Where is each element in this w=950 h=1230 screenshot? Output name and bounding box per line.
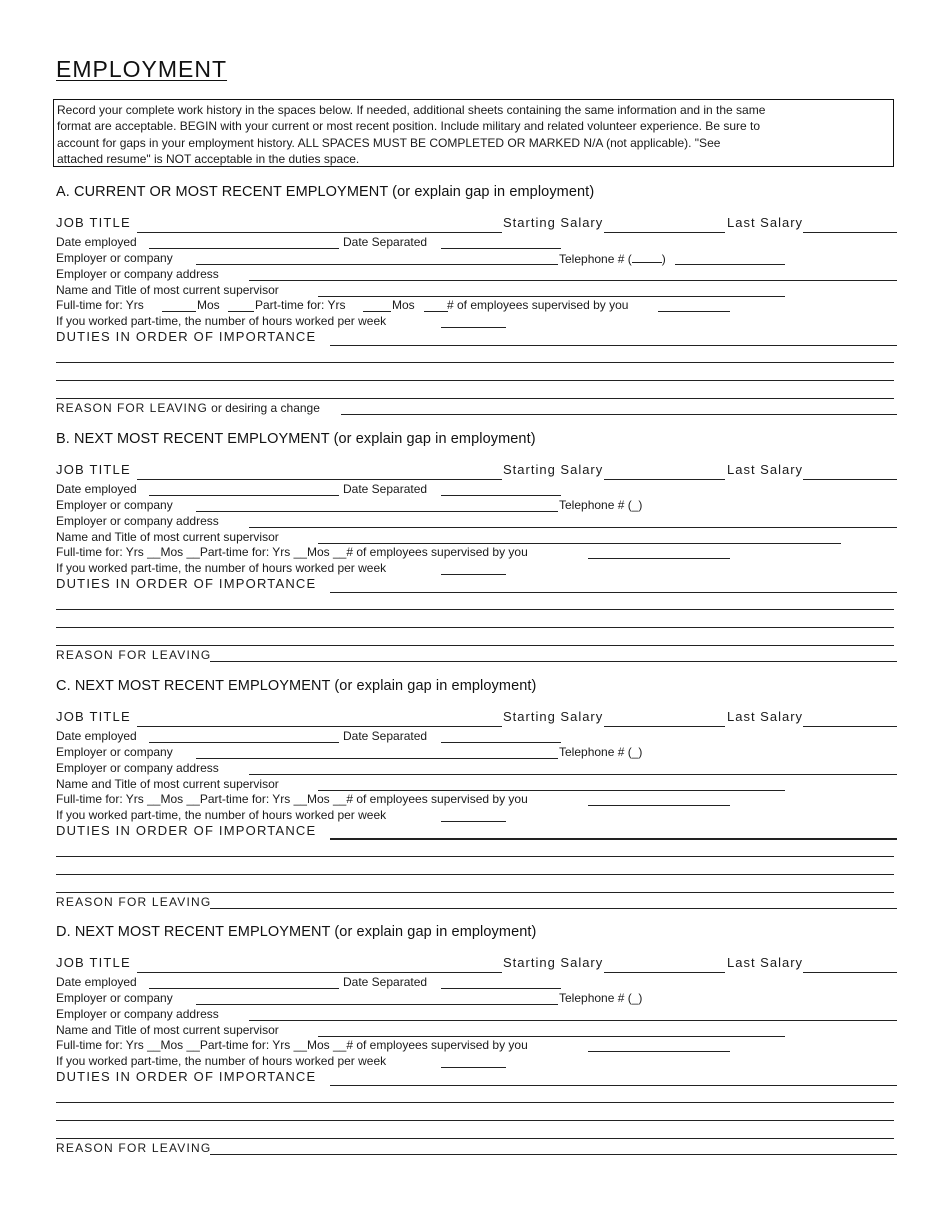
address-label: Employer or company address bbox=[56, 267, 219, 281]
employees-field[interactable] bbox=[588, 805, 730, 806]
date-separated-field[interactable] bbox=[441, 495, 561, 496]
supervisor-label: Name and Title of most current supervisor bbox=[56, 283, 279, 297]
reason-label: REASON FOR LEAVING bbox=[56, 648, 212, 662]
fulltime-yrs-field[interactable] bbox=[162, 311, 196, 312]
hours-label: If you worked part-time, the number of hours worked per week bbox=[56, 808, 387, 822]
date-employed-field[interactable] bbox=[149, 742, 339, 743]
address-field[interactable] bbox=[249, 1020, 897, 1021]
job-title-field[interactable] bbox=[137, 972, 502, 973]
reason-label: REASON FOR LEAVING bbox=[56, 1141, 212, 1155]
duties-line[interactable] bbox=[330, 592, 897, 593]
fulltime-yrs-label: Full-time for: Yrs bbox=[56, 298, 144, 312]
supervisor-label: Name and Title of most current supervisor bbox=[56, 1023, 279, 1037]
duties-line[interactable] bbox=[330, 838, 897, 840]
duties-line[interactable] bbox=[330, 345, 897, 346]
telephone-label: Telephone # (_) bbox=[559, 498, 643, 512]
duties-line[interactable] bbox=[56, 645, 894, 646]
date-separated-field[interactable] bbox=[441, 742, 561, 743]
telephone-label: Telephone # ( ) bbox=[559, 252, 666, 266]
duties-line[interactable] bbox=[330, 1085, 897, 1086]
telephone-field[interactable] bbox=[675, 264, 785, 265]
duties-label: DUTIES IN ORDER OF IMPORTANCE bbox=[56, 576, 317, 591]
hours-label: If you worked part-time, the number of hours worked per week bbox=[56, 561, 387, 575]
starting-salary-field[interactable] bbox=[604, 232, 725, 233]
starting-salary-field[interactable] bbox=[604, 479, 725, 480]
employer-label: Employer or company bbox=[56, 745, 173, 759]
employees-label: # of employees supervised by you bbox=[447, 298, 629, 312]
last-salary-field[interactable] bbox=[803, 726, 897, 727]
section-heading: C. NEXT MOST RECENT EMPLOYMENT (or explain gap in employment) bbox=[56, 678, 537, 694]
section-heading: B. NEXT MOST RECENT EMPLOYMENT (or explain gap in employment) bbox=[56, 431, 536, 447]
hours-field[interactable] bbox=[441, 574, 506, 575]
supervisor-field[interactable] bbox=[318, 790, 785, 791]
job-title-label: JOB TITLE bbox=[56, 955, 131, 970]
hours-field[interactable] bbox=[441, 327, 506, 328]
last-salary-label: Last Salary bbox=[727, 709, 804, 724]
last-salary-field[interactable] bbox=[803, 972, 897, 973]
job-title-label: JOB TITLE bbox=[56, 709, 131, 724]
date-separated-label: Date Separated bbox=[343, 975, 428, 989]
telephone-label: Telephone # (_) bbox=[559, 745, 643, 759]
duties-line[interactable] bbox=[56, 609, 894, 610]
date-employed-label: Date employed bbox=[56, 482, 137, 496]
employees-field[interactable] bbox=[658, 311, 730, 312]
parttime-mos-field[interactable] bbox=[424, 311, 448, 312]
starting-salary-field[interactable] bbox=[604, 972, 725, 973]
starting-salary-label: Starting Salary bbox=[503, 462, 604, 477]
duties-line[interactable] bbox=[56, 874, 894, 875]
instructions-box bbox=[53, 99, 894, 167]
section-b bbox=[0, 431, 950, 677]
parttime-yrs-label: Part-time for: Yrs bbox=[255, 298, 346, 312]
reason-field[interactable] bbox=[210, 661, 897, 662]
supervisor-label: Name and Title of most current supervisor bbox=[56, 530, 279, 544]
section-a bbox=[0, 184, 950, 430]
supervisor-field[interactable] bbox=[318, 543, 841, 544]
reason-field[interactable] bbox=[341, 414, 897, 415]
duties-line[interactable] bbox=[56, 380, 894, 381]
employer-field[interactable] bbox=[196, 758, 558, 759]
section-heading: A. CURRENT OR MOST RECENT EMPLOYMENT (or explain gap in employment) bbox=[56, 184, 595, 200]
reason-field[interactable] bbox=[210, 1154, 897, 1155]
address-field[interactable] bbox=[249, 774, 897, 775]
duties-line[interactable] bbox=[56, 1120, 894, 1121]
date-separated-field[interactable] bbox=[441, 988, 561, 989]
starting-salary-field[interactable] bbox=[604, 726, 725, 727]
reason-label: REASON FOR LEAVING bbox=[56, 895, 212, 909]
address-label: Employer or company address bbox=[56, 514, 219, 528]
address-field[interactable] bbox=[249, 527, 897, 528]
address-label: Employer or company address bbox=[56, 1007, 219, 1021]
job-title-field[interactable] bbox=[137, 479, 502, 480]
reason-field[interactable] bbox=[210, 908, 897, 909]
date-employed-label: Date employed bbox=[56, 729, 137, 743]
supervisor-label: Name and Title of most current supervisor bbox=[56, 777, 279, 791]
hours-label: If you worked part-time, the number of hours worked per week bbox=[56, 1054, 387, 1068]
date-separated-label: Date Separated bbox=[343, 482, 428, 496]
section-heading: D. NEXT MOST RECENT EMPLOYMENT (or explain gap in employment) bbox=[56, 924, 537, 940]
hours-label: If you worked part-time, the number of hours worked per week bbox=[56, 314, 387, 328]
date-employed-label: Date employed bbox=[56, 975, 137, 989]
supervisor-field[interactable] bbox=[318, 1036, 785, 1037]
employer-label: Employer or company bbox=[56, 498, 173, 512]
last-salary-field[interactable] bbox=[803, 232, 897, 233]
fulltime-mos-field[interactable] bbox=[228, 311, 254, 312]
job-title-field[interactable] bbox=[137, 726, 502, 727]
employer-field[interactable] bbox=[196, 1004, 558, 1005]
intro-line: Record your complete work history in the spaces below. If needed, additional sheets containing the same information and in the same bbox=[57, 103, 766, 117]
duties-line[interactable] bbox=[56, 856, 894, 857]
duties-line[interactable] bbox=[56, 398, 894, 399]
duties-label: DUTIES IN ORDER OF IMPORTANCE bbox=[56, 823, 317, 838]
last-salary-field[interactable] bbox=[803, 479, 897, 480]
hours-employees-label: Full-time for: Yrs __Mos __Part-time for: Yrs __Mos __# of employees supervised by you bbox=[56, 545, 528, 559]
employees-field[interactable] bbox=[588, 558, 730, 559]
duties-label: DUTIES IN ORDER OF IMPORTANCE bbox=[56, 1069, 317, 1084]
parttime-yrs-field[interactable] bbox=[363, 311, 391, 312]
supervisor-field[interactable] bbox=[318, 296, 785, 297]
section-d bbox=[0, 924, 950, 1170]
duties-line[interactable] bbox=[56, 1138, 894, 1139]
date-separated-field[interactable] bbox=[441, 248, 561, 249]
date-employed-field[interactable] bbox=[149, 248, 339, 249]
hours-employees-label: Full-time for: Yrs __Mos __Part-time for: Yrs __Mos __# of employees supervised by you bbox=[56, 1038, 528, 1052]
employees-field[interactable] bbox=[588, 1051, 730, 1052]
intro-line: attached resume" is NOT acceptable in the duties space. bbox=[57, 152, 360, 167]
fulltime-mos-label: Mos bbox=[197, 298, 220, 312]
employer-field[interactable] bbox=[196, 264, 558, 265]
hours-field[interactable] bbox=[441, 821, 506, 822]
duties-line[interactable] bbox=[56, 1102, 894, 1103]
hours-employees-label: Full-time for: Yrs __Mos __Part-time for: Yrs __Mos __# of employees supervised by you bbox=[56, 792, 528, 806]
last-salary-label: Last Salary bbox=[727, 462, 804, 477]
employer-label: Employer or company bbox=[56, 991, 173, 1005]
date-employed-field[interactable] bbox=[149, 495, 339, 496]
job-title-field[interactable] bbox=[137, 232, 502, 233]
telephone-label: Telephone # (_) bbox=[559, 991, 643, 1005]
job-title-label: JOB TITLE bbox=[56, 462, 131, 477]
address-field[interactable] bbox=[249, 280, 897, 281]
parttime-mos-label: Mos bbox=[392, 298, 415, 312]
section-c bbox=[0, 678, 950, 924]
job-title-label: JOB TITLE bbox=[56, 215, 131, 230]
page-title: EMPLOYMENT bbox=[56, 56, 228, 82]
duties-line[interactable] bbox=[56, 892, 894, 893]
duties-label: DUTIES IN ORDER OF IMPORTANCE bbox=[56, 329, 317, 344]
last-salary-label: Last Salary bbox=[727, 215, 804, 230]
date-employed-label: Date employed bbox=[56, 235, 137, 249]
duties-line[interactable] bbox=[56, 362, 894, 363]
hours-field[interactable] bbox=[441, 1067, 506, 1068]
starting-salary-label: Starting Salary bbox=[503, 955, 604, 970]
employer-label: Employer or company bbox=[56, 251, 173, 265]
starting-salary-label: Starting Salary bbox=[503, 215, 604, 230]
starting-salary-label: Starting Salary bbox=[503, 709, 604, 724]
intro-line: account for gaps in your employment history. ALL SPACES MUST BE COMPLETED OR MARKED N/A (not applicable). "See bbox=[57, 135, 721, 150]
intro-line: format are acceptable. BEGIN with your current or most recent position. Include military and related volunteer experience. Be sure to bbox=[57, 119, 761, 134]
address-label: Employer or company address bbox=[56, 761, 219, 775]
duties-line[interactable] bbox=[56, 627, 894, 628]
date-employed-field[interactable] bbox=[149, 988, 339, 989]
area-code-field[interactable] bbox=[632, 251, 662, 263]
date-separated-label: Date Separated bbox=[343, 729, 428, 743]
reason-label: REASON FOR LEAVING or desiring a change bbox=[56, 401, 320, 415]
last-salary-label: Last Salary bbox=[727, 955, 804, 970]
date-separated-label: Date Separated bbox=[343, 235, 428, 249]
employer-field[interactable] bbox=[196, 511, 558, 512]
